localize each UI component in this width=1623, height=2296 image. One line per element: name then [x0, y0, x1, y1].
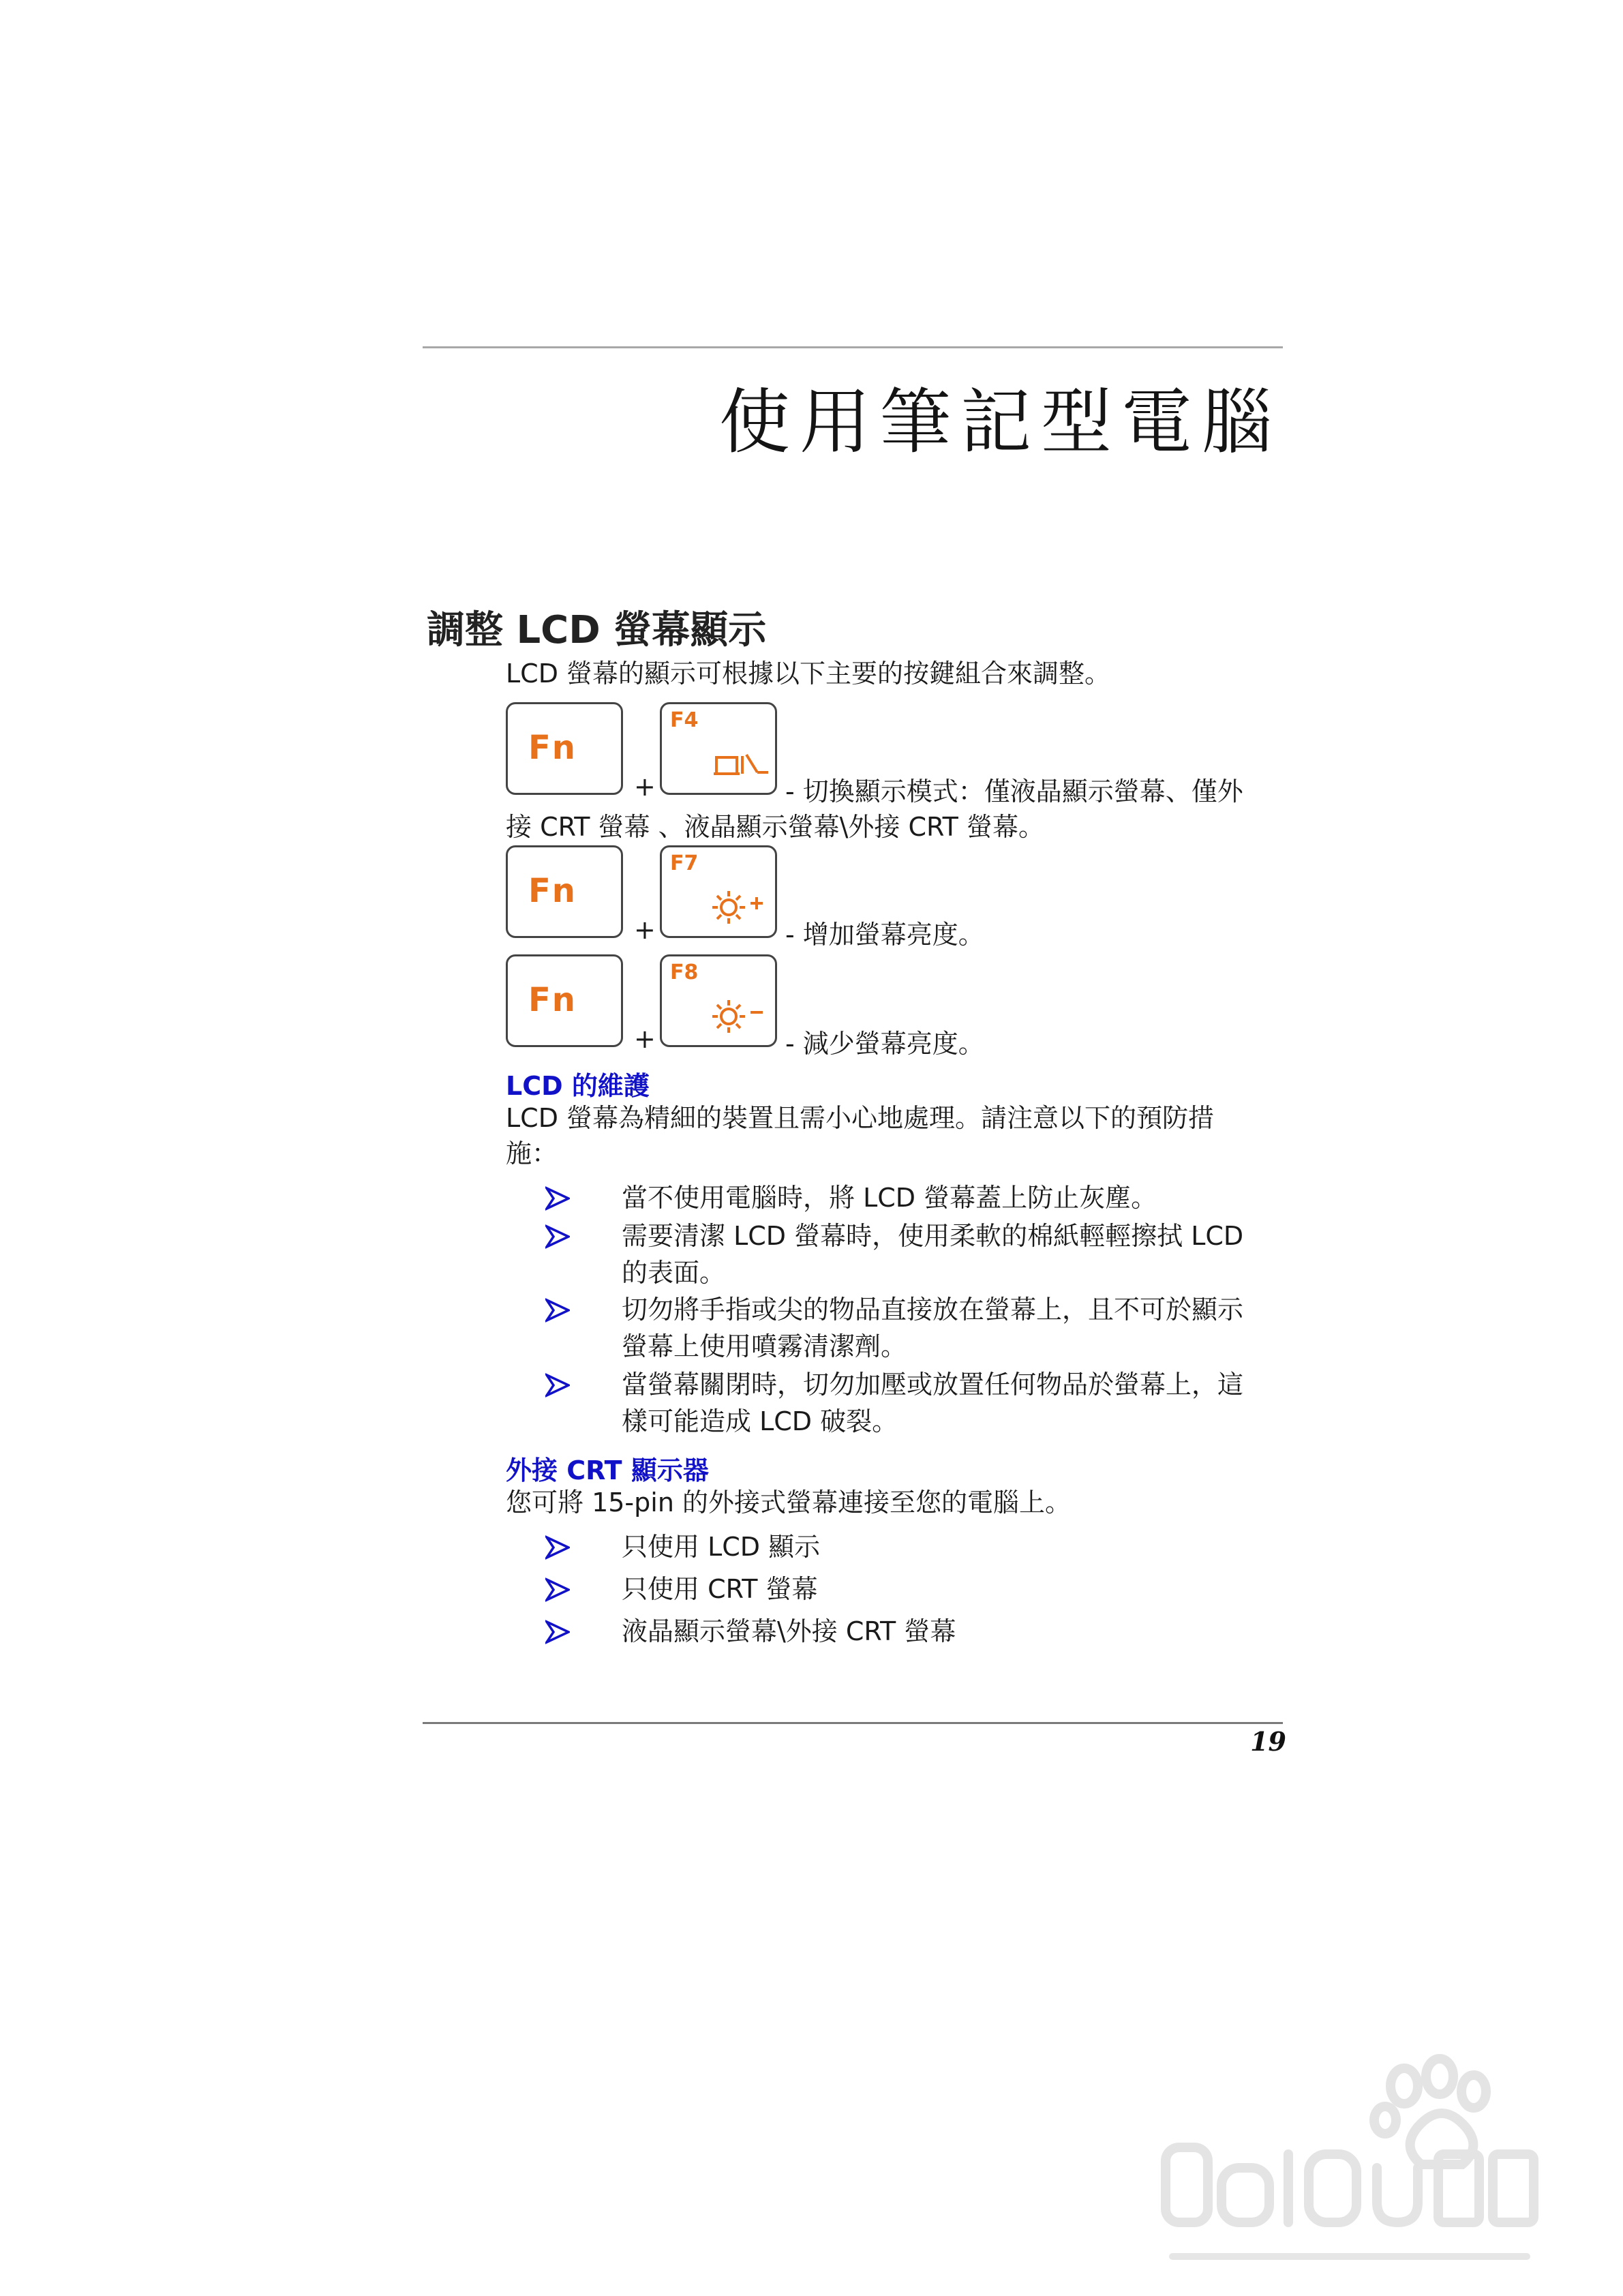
f4-key: [660, 702, 777, 795]
chapter-title: 使用筆記型電腦: [718, 380, 1282, 464]
watermark-logo: [1159, 2052, 1541, 2277]
fn-key-label: Fn: [528, 729, 577, 767]
shortcut-f4-desc-line2: 接 CRT 螢幕 、液晶顯示螢幕\外接 CRT 螢幕。: [506, 812, 1044, 842]
fn-key: [506, 845, 623, 938]
crt-bullet-2: [622, 1571, 1283, 1607]
arrow-bullet-icon: [545, 1577, 570, 1602]
maintenance-bullet-1: [622, 1179, 1283, 1216]
shortcut-f4-desc-line1: - 切換顯示模式：僅液晶顯示螢幕、僅外: [785, 776, 1243, 806]
fn-key: [506, 954, 623, 1047]
crt-bullet-1: [622, 1528, 1283, 1565]
bullet-line: 當不使用電腦時，將 LCD 螢幕蓋上防止灰塵。: [622, 1183, 1157, 1213]
f8-key: [660, 954, 777, 1047]
arrow-bullet-icon: [545, 1373, 570, 1398]
plus-sign: +: [634, 915, 656, 945]
crt-bullet-3: [622, 1613, 1283, 1650]
bullet-line: 只使用 LCD 顯示: [622, 1532, 821, 1562]
bullet-line: 當螢幕關閉時，切勿加壓或放置任何物品於螢幕上，這: [622, 1370, 1244, 1400]
arrow-bullet-icon: [545, 1535, 570, 1560]
brightness-up-icon: [695, 886, 770, 926]
bullet-line: 螢幕上使用噴霧清潔劑。: [622, 1331, 907, 1361]
f8-key-label: F8: [670, 961, 699, 984]
f7-key: [660, 845, 777, 938]
bullet-line: 樣可能造成 LCD 破裂。: [622, 1406, 898, 1436]
maintenance-intro-line2: 施：: [506, 1138, 558, 1168]
plus-sign: +: [634, 772, 656, 802]
fn-key-label: Fn: [528, 872, 577, 910]
bullet-line: 切勿將手指或尖的物品直接放在螢幕上，且不可於顯示: [622, 1295, 1244, 1325]
f4-key-label: F4: [670, 708, 699, 732]
display-toggle-icon: [695, 742, 770, 783]
maintenance-heading: LCD 的維護: [506, 1071, 650, 1101]
arrow-bullet-icon: [545, 1186, 570, 1211]
fn-key-label: Fn: [528, 981, 577, 1019]
bullet-line: 只使用 CRT 螢幕: [622, 1574, 818, 1604]
page-number: 19: [1250, 1726, 1286, 1757]
top-rule: [423, 346, 1283, 348]
bullet-line: 液晶顯示螢幕\外接 CRT 螢幕: [622, 1616, 956, 1646]
section-title: 調整 LCD 螢幕顯示: [427, 608, 767, 652]
bullet-line: 的表面。: [622, 1258, 726, 1288]
crt-heading: 外接 CRT 顯示器: [506, 1455, 709, 1485]
brightness-down-icon: [695, 995, 770, 1036]
crt-intro: 您可將 15-pin 的外接式螢幕連接至您的電腦上。: [506, 1487, 1071, 1517]
section-intro: LCD 螢幕的顯示可根據以下主要的按鍵組合來調整。: [506, 659, 1111, 689]
bullet-line: 需要清潔 LCD 螢幕時，使用柔軟的棉紙輕輕擦拭 LCD: [622, 1221, 1244, 1251]
shortcut-f8-desc: - 減少螢幕亮度。: [785, 1029, 984, 1059]
bottom-rule: [423, 1722, 1283, 1724]
arrow-bullet-icon: [545, 1620, 570, 1644]
maintenance-intro-line1: LCD 螢幕為精細的裝置且需小心地處理。請注意以下的預防措: [506, 1103, 1215, 1133]
fn-key: [506, 702, 623, 795]
maintenance-bullet-4: [622, 1366, 1283, 1440]
f7-key-label: F7: [670, 851, 699, 875]
arrow-bullet-icon: [545, 1224, 570, 1249]
maintenance-bullet-3: [622, 1291, 1283, 1365]
arrow-bullet-icon: [545, 1298, 570, 1323]
plus-sign: +: [634, 1024, 656, 1054]
shortcut-f7-desc: - 增加螢幕亮度。: [785, 920, 984, 950]
maintenance-bullet-2: [622, 1218, 1283, 1291]
